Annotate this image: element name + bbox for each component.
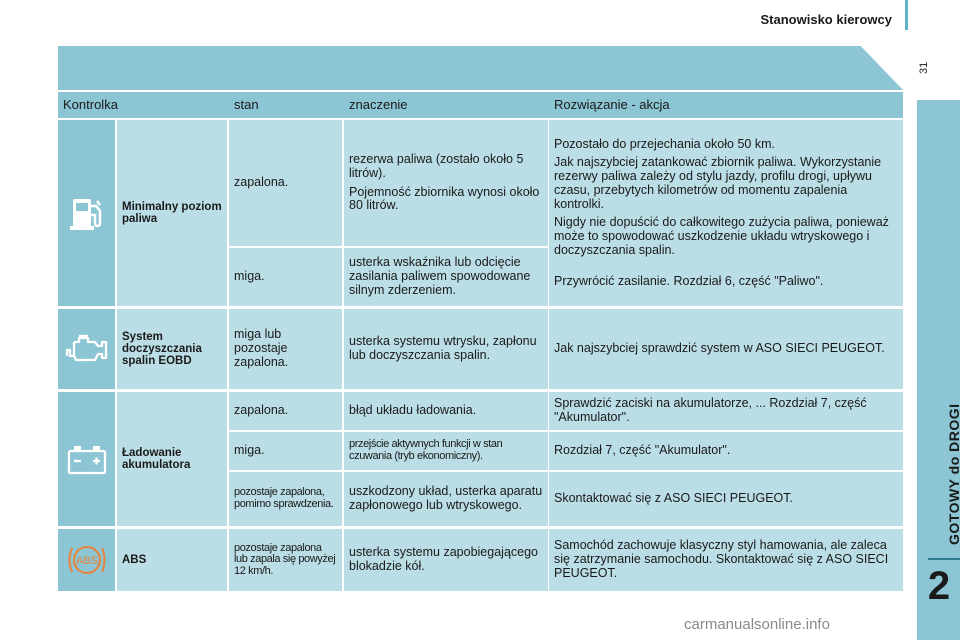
indicator-name: Ładowanie akumulatora	[117, 392, 227, 526]
watermark: carmanualsonline.info	[684, 616, 830, 633]
table-header-row	[58, 92, 903, 118]
action-cell: Samochód zachowuje klasyczny styl hamowania, ale zaleca się zatrzymanie samochodu. Skontaktować się z ASO SIECI PEUGEOT.	[549, 529, 903, 591]
action-text: Pozostało do przejechania około 50 km.	[554, 136, 775, 151]
chapter-title: GOTOWY do DROGI	[946, 403, 962, 545]
abs-icon	[65, 542, 109, 578]
state-cell: miga.	[229, 248, 342, 306]
column-header-kontrolka: Kontrolka	[63, 97, 118, 112]
meaning-cell: przejście aktywnych funkcji w stan czuwania (tryb ekonomiczny).	[344, 432, 548, 470]
table-banner	[58, 46, 903, 90]
state-cell: miga lub pozostaje zapalona.	[229, 309, 342, 389]
state-cell: miga.	[229, 432, 342, 470]
column-header-stan: stan	[234, 97, 259, 112]
indicator-icon-cell	[58, 309, 115, 389]
indicator-icon-cell	[58, 120, 115, 306]
state-cell: pozostaje zapalona lub zapala się powyżej 12 km/h.	[229, 529, 342, 591]
state-cell: zapalona.	[229, 120, 342, 246]
meaning-text: rezerwa paliwa (zostało około 5 litrów).	[349, 152, 524, 180]
header-accent-bar	[905, 0, 908, 30]
indicator-name: ABS	[117, 529, 227, 591]
engine-icon	[64, 332, 110, 366]
table-block-eobd	[58, 309, 903, 389]
action-cell: Rozdział 7, część "Akumulator".	[549, 432, 903, 470]
meaning-cell: usterka wskaźnika lub odcięcie zasilania paliwem spowodowane silnym zderzeniem.	[344, 248, 548, 306]
action-text: Nigdy nie dopuścić do całkowitego zużycia paliwa, ponieważ może to spowodować uszkodzenie układu wtryskowego i doczyszczania spalin.	[554, 215, 889, 257]
action-cell	[549, 120, 903, 306]
indicator-name: Minimalny poziom paliwa	[117, 120, 227, 306]
meaning-cell	[344, 120, 548, 246]
action-text: Przywrócić zasilanie. Rozdział 6, część "Paliwo".	[554, 273, 824, 288]
battery-icon	[65, 443, 109, 475]
meaning-text: Pojemność zbiornika wynosi około 80 litrów.	[349, 184, 540, 213]
abs-icon-label: ABS	[75, 555, 98, 567]
column-header-znaczenie: znaczenie	[349, 97, 408, 112]
action-cell: Sprawdzić zaciski na akumulatorze, ... Rozdział 7, część "Akumulator".	[549, 392, 903, 430]
table-block-abs	[58, 529, 903, 591]
state-cell: zapalona.	[229, 392, 342, 430]
meaning-cell: uszkodzony układ, usterka aparatu zapłonowego lub wtryskowego.	[344, 472, 548, 526]
meaning-cell: usterka systemu wtrysku, zapłonu lub doczyszczania spalin.	[344, 309, 548, 389]
table-block-battery	[58, 392, 903, 526]
action-cell: Jak najszybciej sprawdzić system w ASO SIECI PEUGEOT.	[549, 309, 903, 389]
action-cell: Skontaktować się z ASO SIECI PEUGEOT.	[549, 472, 903, 526]
indicator-name: System doczyszczania spalin EOBD	[117, 309, 227, 389]
column-header-rozwiazanie: Rozwiązanie - akcja	[554, 97, 670, 112]
action-text: Jak najszybciej zatankować zbiornik paliwa. Wykorzystanie rezerwy paliwa zależy od stylu jazdy, profilu drogi, upływu czasu, przebytych kilometrów od momentu zapalenia kontrolki.	[554, 155, 882, 211]
fuel-pump-icon	[67, 193, 107, 233]
table-block-fuel	[58, 120, 903, 306]
meaning-cell: usterka systemu zapobiegającego blokadzie kół.	[344, 529, 548, 591]
state-cell: pozostaje zapalona, pomimo sprawdzenia.	[229, 472, 342, 526]
indicator-icon-cell	[58, 529, 115, 591]
chapter-divider	[928, 558, 960, 560]
page-header-title: Stanowisko kierowcy	[760, 12, 892, 27]
page-number: 31	[918, 61, 930, 74]
indicator-icon-cell	[58, 392, 115, 526]
chapter-number: 2	[927, 564, 951, 608]
meaning-cell: błąd układu ładowania.	[344, 392, 548, 430]
